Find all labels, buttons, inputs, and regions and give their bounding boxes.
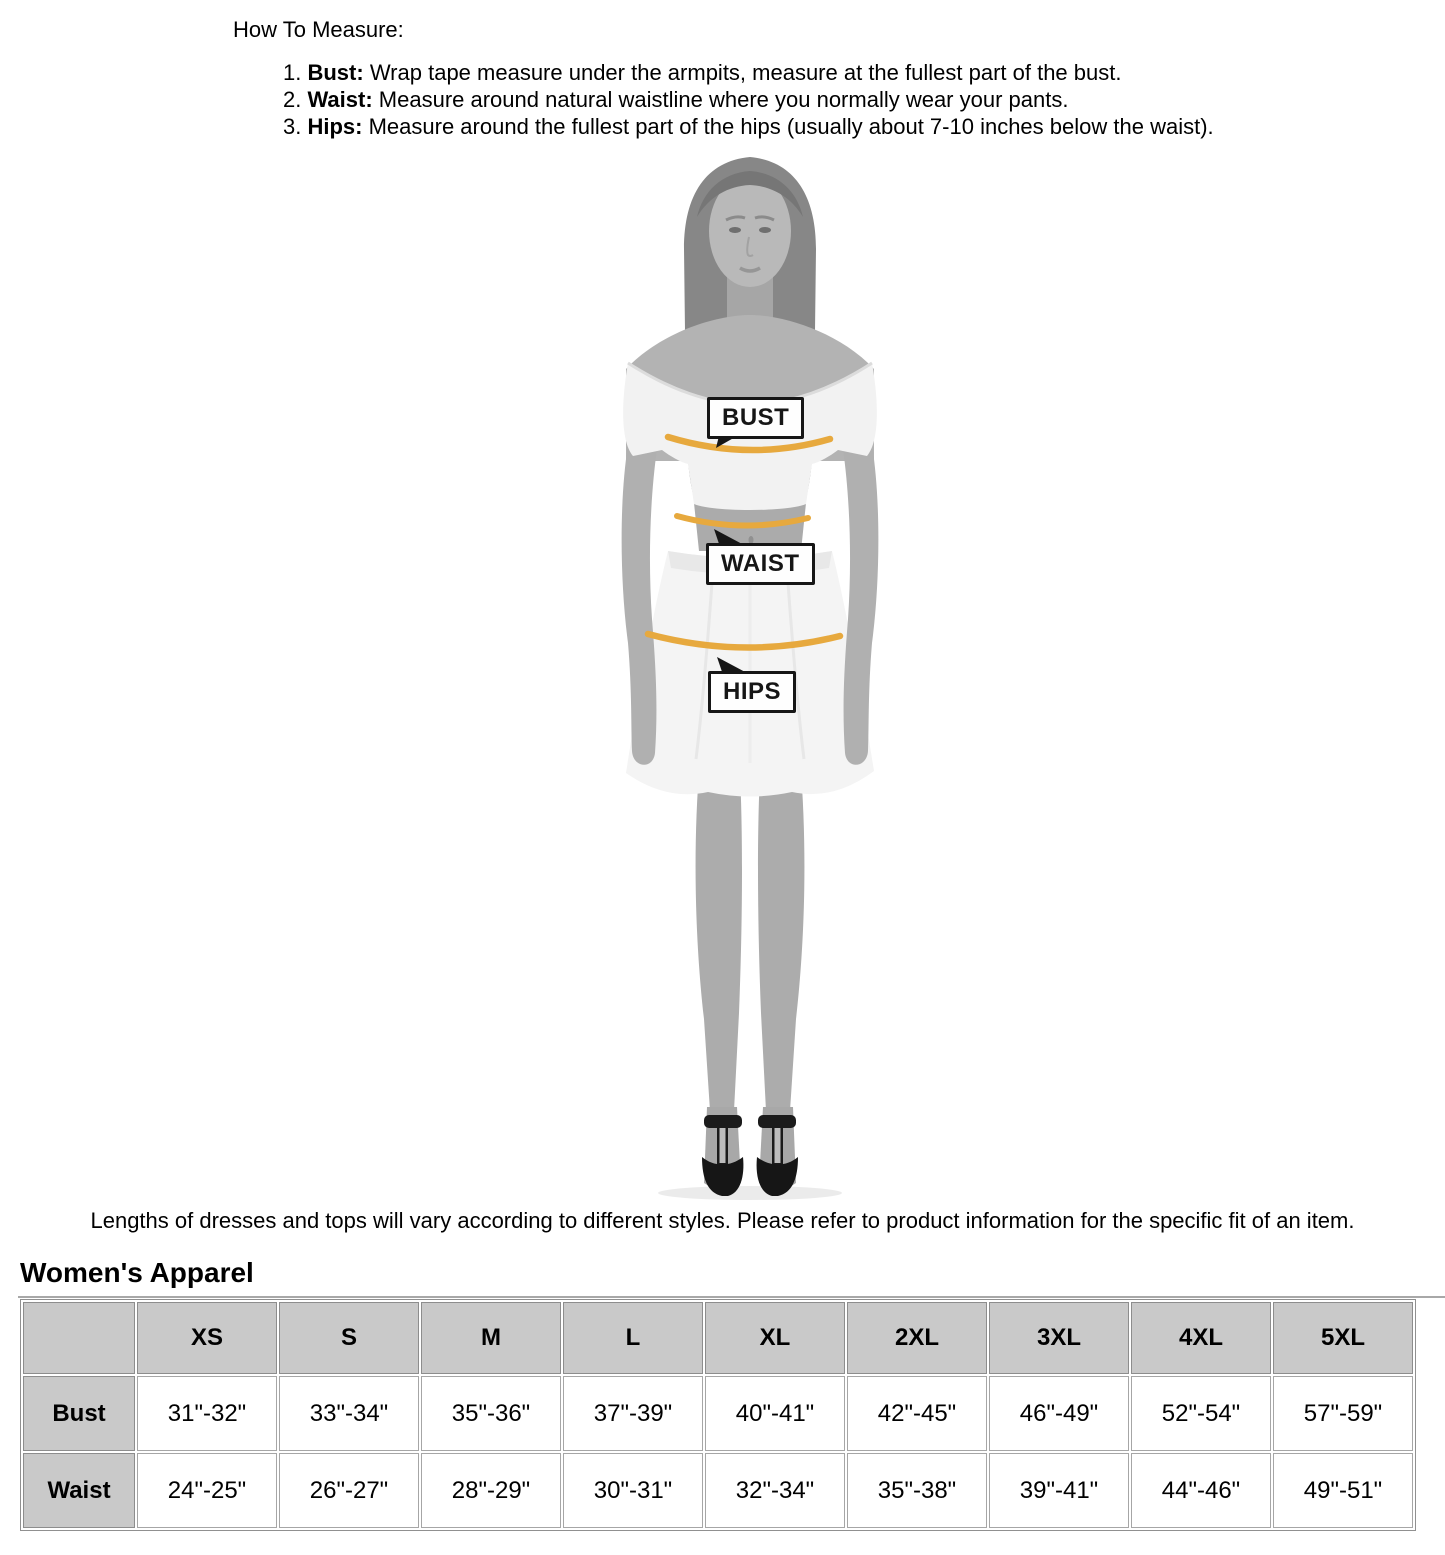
- size-cell-bust-5xl: 57"-59": [1273, 1376, 1413, 1451]
- instruction-number: 2.: [283, 87, 302, 112]
- size-cell-waist-xs: 24"-25": [137, 1453, 277, 1528]
- left-leg: [696, 749, 742, 1111]
- measure-instructions: [283, 59, 1445, 140]
- size-cell-waist-3xl: 39"-41": [989, 1453, 1129, 1528]
- size-cell-bust-m: 35"-36": [421, 1376, 561, 1451]
- instruction-number: 1.: [283, 60, 302, 85]
- size-cell-waist-l: 30"-31": [563, 1453, 703, 1528]
- size-cell-waist-s: 26"-27": [279, 1453, 419, 1528]
- size-cell-waist-m: 28"-29": [421, 1453, 561, 1528]
- size-cell-bust-s: 33"-34": [279, 1376, 419, 1451]
- size-cell-bust-4xl: 52"-54": [1131, 1376, 1271, 1451]
- size-cell-waist-xl: 32"-34": [705, 1453, 845, 1528]
- instruction-term: Hips:: [307, 114, 363, 139]
- size-table-header-row: [23, 1302, 1413, 1374]
- size-cell-bust-xs: 31"-32": [137, 1376, 277, 1451]
- corner-cell: [23, 1302, 135, 1374]
- hips-label: HIPS: [708, 671, 796, 713]
- waist-label: WAIST: [706, 543, 815, 585]
- size-cell-bust-2xl: 42"-45": [847, 1376, 987, 1451]
- size-cell-waist-2xl: 35"-38": [847, 1453, 987, 1528]
- size-column-header-3xl: 3XL: [989, 1302, 1129, 1374]
- instruction-hips: [283, 113, 1445, 140]
- size-column-header-m: M: [421, 1302, 561, 1374]
- size-cell-bust-3xl: 46"-49": [989, 1376, 1129, 1451]
- size-column-header-xl: XL: [705, 1302, 845, 1374]
- size-table: [20, 1299, 1416, 1531]
- left-arm: [622, 445, 657, 765]
- size-cell-waist-5xl: 49"-51": [1273, 1453, 1413, 1528]
- bust-row: [23, 1376, 1413, 1451]
- instruction-text: Measure around the fullest part of the hips (usually about 7-10 inches below the waist).: [362, 114, 1214, 139]
- instruction-term: Bust:: [307, 60, 364, 85]
- eye: [759, 227, 771, 233]
- table-top-divider: [18, 1296, 1445, 1298]
- size-row-label-waist: Waist: [23, 1453, 135, 1528]
- size-column-header-4xl: 4XL: [1131, 1302, 1271, 1374]
- measurement-figure: [0, 151, 1445, 1201]
- instruction-text: Wrap tape measure under the armpits, measure at the fullest part of the bust.: [363, 60, 1122, 85]
- right-arm: [843, 445, 878, 765]
- fit-note: Lengths of dresses and tops will vary according to different styles. Please refer to product information for the specific fit of an item.: [90, 1208, 1355, 1233]
- instruction-number: 3.: [283, 114, 302, 139]
- instruction-waist: [283, 86, 1445, 113]
- section-title-womens-apparel: Women's Apparel: [20, 1257, 254, 1288]
- size-column-header-xs: XS: [137, 1302, 277, 1374]
- size-cell-waist-4xl: 44"-46": [1131, 1453, 1271, 1528]
- howto-title: How To Measure:: [233, 17, 404, 42]
- instruction-term: Waist:: [307, 87, 373, 112]
- size-column-header-5xl: 5XL: [1273, 1302, 1413, 1374]
- instruction-bust: [283, 59, 1445, 86]
- instruction-text: Measure around natural waistline where you normally wear your pants.: [372, 87, 1069, 112]
- size-cell-bust-xl: 40"-41": [705, 1376, 845, 1451]
- size-cell-bust-l: 37"-39": [563, 1376, 703, 1451]
- eye: [729, 227, 741, 233]
- right-leg: [758, 749, 804, 1111]
- bust-label: BUST: [707, 397, 804, 439]
- floor-shadow: [658, 1186, 842, 1200]
- size-column-header-s: S: [279, 1302, 419, 1374]
- size-column-header-l: L: [563, 1302, 703, 1374]
- size-row-label-bust: Bust: [23, 1376, 135, 1451]
- waist-row: [23, 1453, 1413, 1528]
- size-column-header-2xl: 2XL: [847, 1302, 987, 1374]
